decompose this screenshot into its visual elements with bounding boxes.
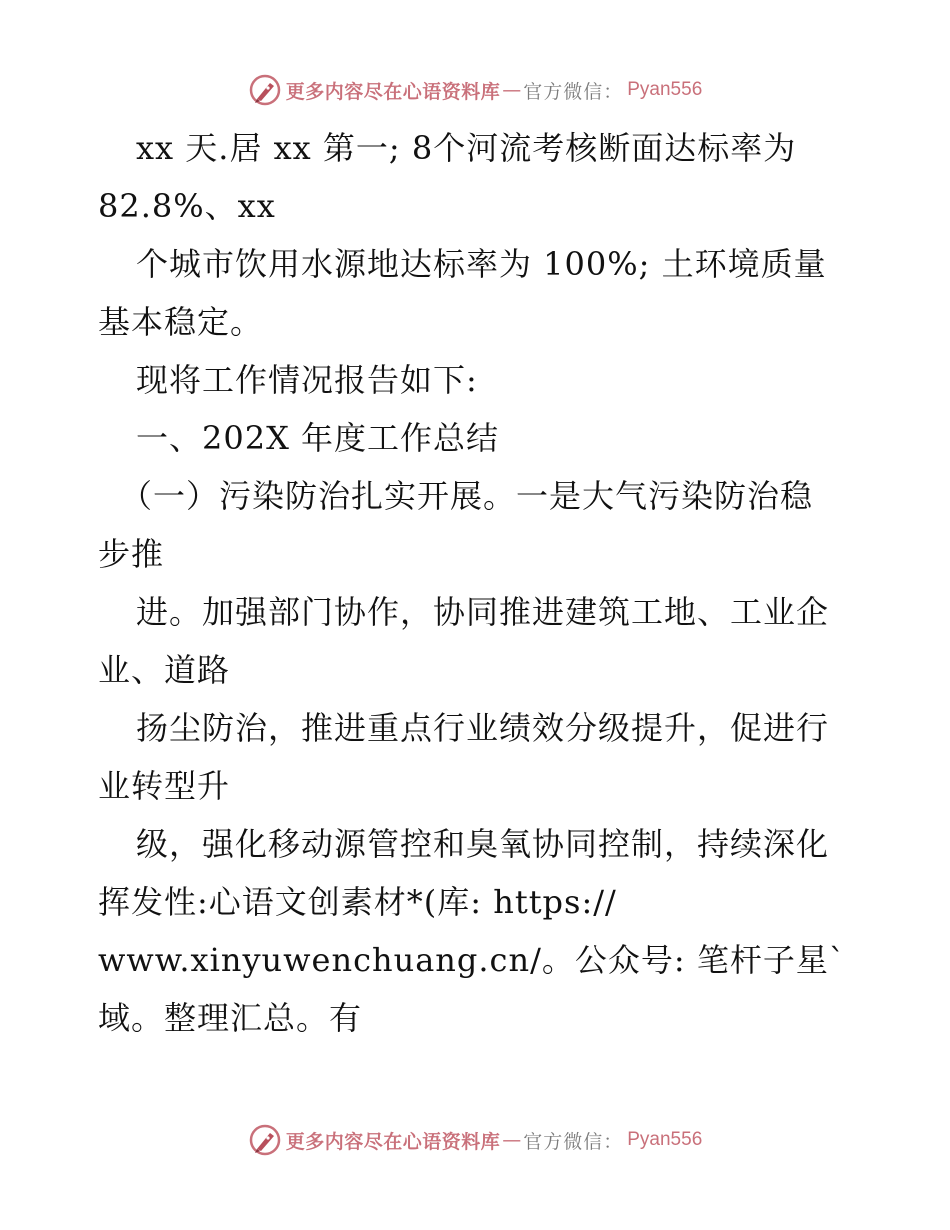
section-heading: 一、202X 年度工作总结	[136, 419, 500, 457]
footer-watermark	[0, 1120, 950, 1160]
watermark-brand: 更多内容尽在心语资料库	[285, 80, 501, 103]
body-line: 82.8%、xx	[98, 187, 276, 225]
watermark-account: Pyan556	[627, 1129, 703, 1150]
watermark-account: Pyan556	[627, 79, 703, 100]
body-line: 挥发性:心语文创素材*(库: https://	[98, 883, 617, 921]
body-line: 步推	[98, 535, 165, 573]
body-line: 级，强化移动源管控和臭氧协同控制，持续深化	[136, 825, 830, 863]
body-line: 扬尘防治，推进重点行业绩效分级提升，促进行	[136, 709, 830, 747]
body-line: 域。整理汇总。有	[98, 999, 363, 1037]
body-line: 个城市饮用水源地达标率为 100%; 土环境质量	[136, 245, 827, 283]
body-line: xx 天.居 xx 第一; 8个河流考核断面达标率为	[136, 129, 797, 167]
watermark-separator: —	[502, 79, 522, 101]
watermark-separator: —	[502, 1129, 522, 1151]
body-line: 业转型升	[98, 767, 231, 805]
pen-logo-icon	[248, 73, 282, 107]
body-line: 基本稳定。	[98, 303, 264, 341]
header-watermark	[0, 70, 950, 110]
body-line: 进。加强部门协作，协同推进建筑工地、工业企	[136, 593, 830, 631]
watermark-brand: 更多内容尽在心语资料库	[285, 1130, 501, 1153]
body-line: 业、道路	[98, 651, 231, 689]
subsection-heading: （一）污染防治扎实开展。一是大气污染防治稳	[120, 477, 814, 515]
pen-logo-icon	[248, 1123, 282, 1157]
body-line: www.xinyuwenchuang.cn/。公众号: 笔杆子星`	[98, 941, 846, 979]
body-line: 现将工作情况报告如下:	[136, 361, 478, 399]
watermark-official-label: 官方微信：	[523, 1130, 624, 1153]
watermark-official-label: 官方微信：	[523, 80, 624, 103]
